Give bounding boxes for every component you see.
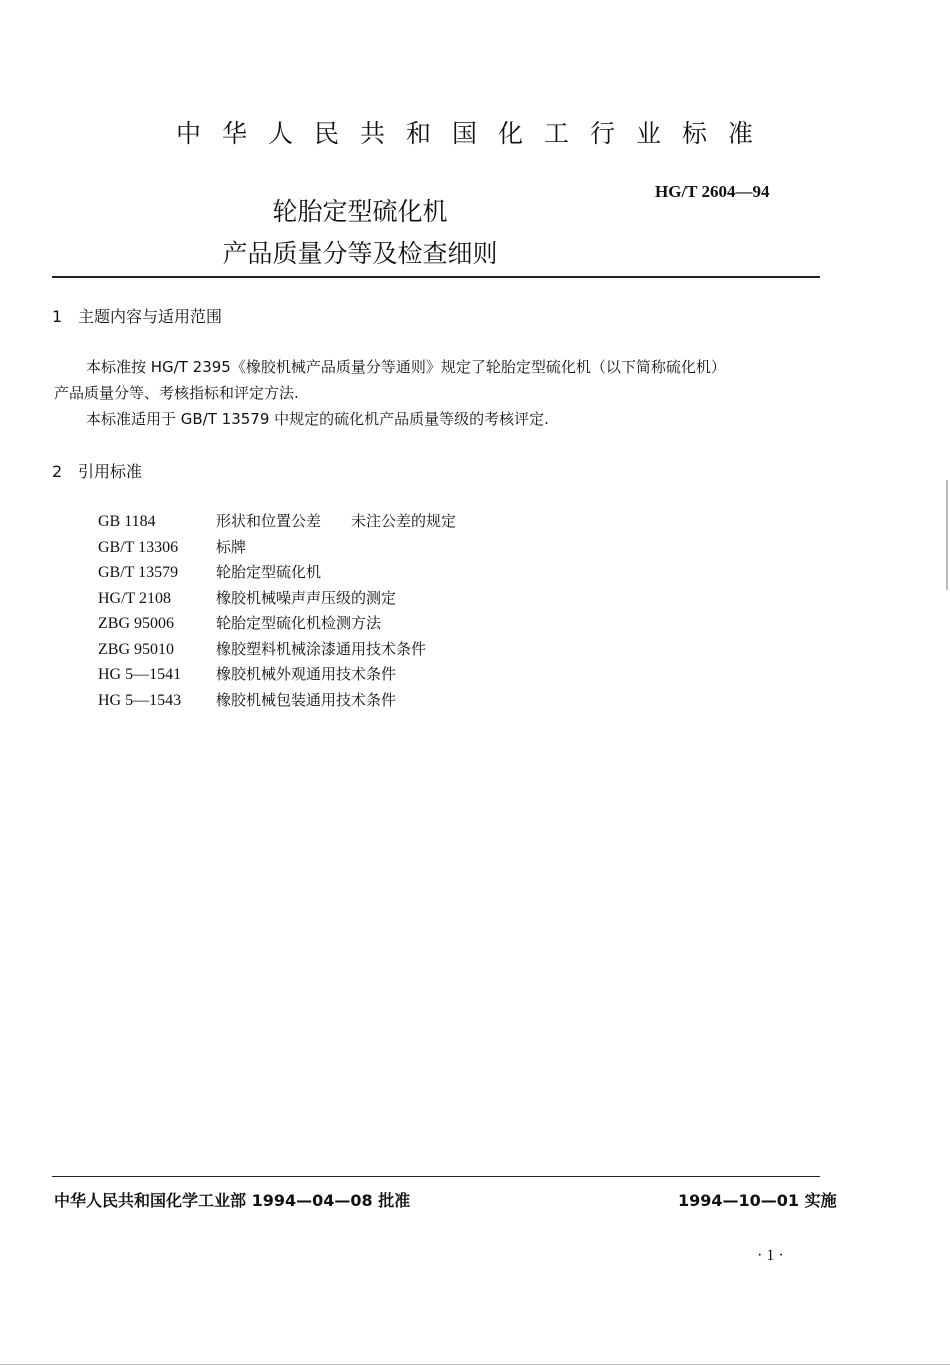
reference-row: [98, 612, 381, 638]
section-2-title: 引用标准: [78, 462, 143, 481]
footer-divider: [52, 1176, 820, 1177]
section-1-paragraph-2: 本标准适用于 GB/T 13579 中规定的硫化机产品质量等级的考核评定.: [86, 410, 549, 428]
standard-number: HG/T 2604—94: [655, 182, 770, 201]
document-title-line1: 轮胎定型硫化机: [272, 197, 448, 226]
section-1-number: 1: [52, 307, 63, 326]
section-1-paragraph-1-continued: 产品质量分等、考核指标和评定方法.: [54, 384, 299, 402]
reference-row: [98, 561, 321, 587]
reference-code: GB/T 13306: [98, 539, 179, 556]
page-number: · 1 ·: [757, 1247, 784, 1264]
reference-title: 橡胶塑料机械涂漆通用技术条件: [216, 640, 427, 658]
reference-title: 轮胎定型硫化机: [216, 563, 322, 581]
reference-title: 橡胶机械包装通用技术条件: [216, 691, 397, 709]
reference-row: [98, 663, 396, 689]
reference-title: 橡胶机械噪声声压级的测定: [216, 589, 397, 607]
header-divider: [52, 276, 820, 278]
section-2-heading: [52, 459, 142, 482]
reference-row: [98, 587, 396, 613]
reference-code: GB 1184: [98, 513, 156, 530]
reference-code: GB/T 13579: [98, 564, 179, 581]
reference-title: 标牌: [216, 538, 247, 556]
section-2-number: 2: [52, 462, 63, 481]
section-1-title: 主题内容与适用范围: [78, 307, 223, 326]
standard-header: 中华人民共和国化工行业标准: [175, 119, 774, 148]
reference-title: 形状和位置公差 未注公差的规定: [216, 512, 457, 530]
reference-code: HG 5—1541: [98, 666, 182, 683]
reference-code: HG/T 2108: [98, 590, 172, 607]
reference-code: ZBG 95006: [98, 615, 174, 632]
reference-code: ZBG 95010: [98, 641, 174, 658]
reference-row: [98, 510, 456, 536]
section-1-heading: [52, 304, 222, 327]
reference-title: 橡胶机械外观通用技术条件: [216, 665, 397, 683]
reference-row: [98, 536, 246, 562]
section-1-paragraph-1: 本标准按 HG/T 2395《橡胶机械产品质量分等通则》规定了轮胎定型硫化机（以下简称硫化机）: [86, 358, 726, 376]
implementation-date: 1994—10—01 实施: [678, 1191, 837, 1210]
reference-row: [98, 689, 396, 715]
reference-row: [98, 638, 426, 664]
document-title-line2: 产品质量分等及检查细则: [222, 239, 498, 268]
reference-title: 轮胎定型硫化机检测方法: [216, 614, 382, 632]
scan-edge-bottom: [0, 1364, 950, 1365]
approval-statement: 中华人民共和国化学工业部 1994—04—08 批准: [54, 1191, 411, 1210]
reference-code: HG 5—1543: [98, 692, 182, 709]
scan-edge-right: [946, 480, 948, 590]
